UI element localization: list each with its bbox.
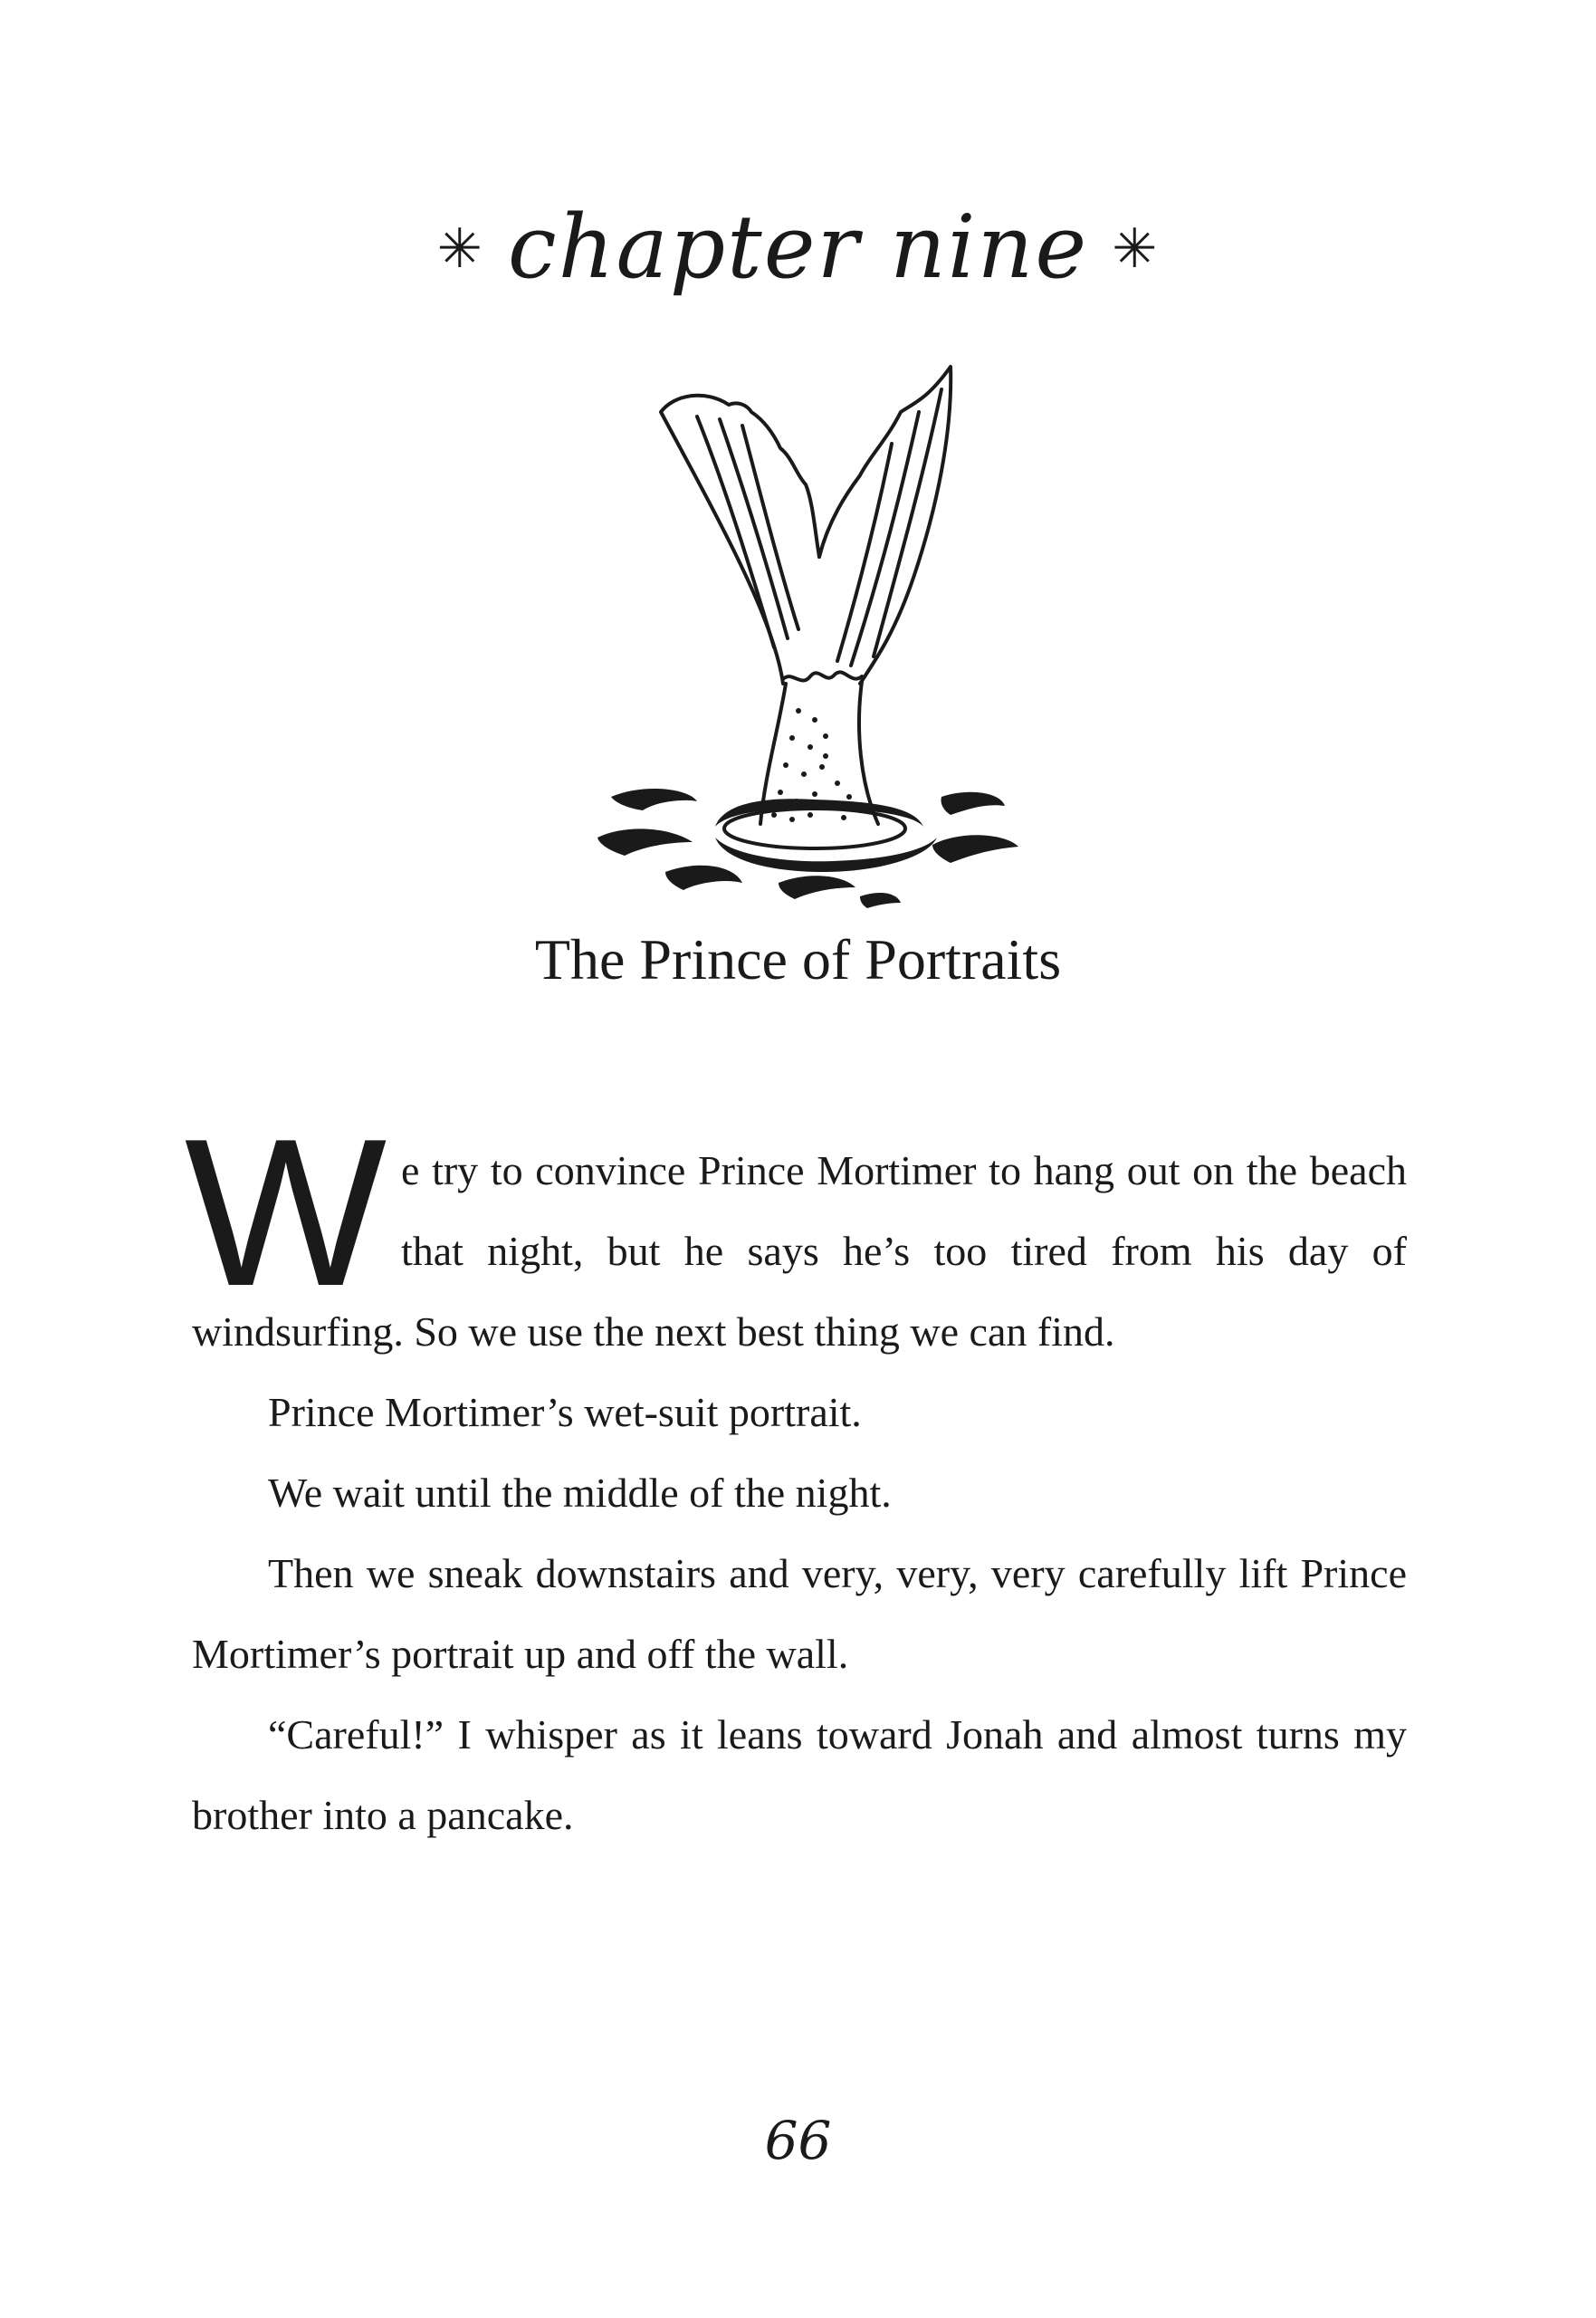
star-ornament-left-icon: ✳ [436, 217, 484, 281]
drop-cap: W [184, 1096, 387, 1330]
paragraph-2: Prince Mortimer’s wet-suit portrait. [268, 1389, 862, 1435]
paragraph-4: Then we sneak downstairs and very, very, very carefully lift Prince Mortimer’s portrait up and off the wall. [192, 1550, 1407, 1677]
chapter-label: chapter nine [507, 196, 1089, 298]
chapter-title: The Prince of Portraits [534, 927, 1062, 991]
mermaid-tail-icon [588, 349, 1023, 910]
chapter-heading [0, 196, 1596, 298]
paragraph-3: We wait until the middle of the night. [268, 1470, 892, 1516]
star-ornament-right-icon: ✳ [1112, 217, 1160, 281]
page-number: 66 [764, 2110, 832, 2171]
paragraph-5: “Careful!” I whisper as it leans toward Jonah and almost turns my brother into a pancake. [192, 1711, 1407, 1838]
paragraph-1 [184, 1096, 1407, 1372]
body-text [184, 1096, 1407, 1855]
paragraph-1-text: e try to convince Prince Mortimer to hang out on the beach that night, but he says he’s too tired from his day of windsurfing. So we use the next best thing we can find. [192, 1147, 1407, 1355]
